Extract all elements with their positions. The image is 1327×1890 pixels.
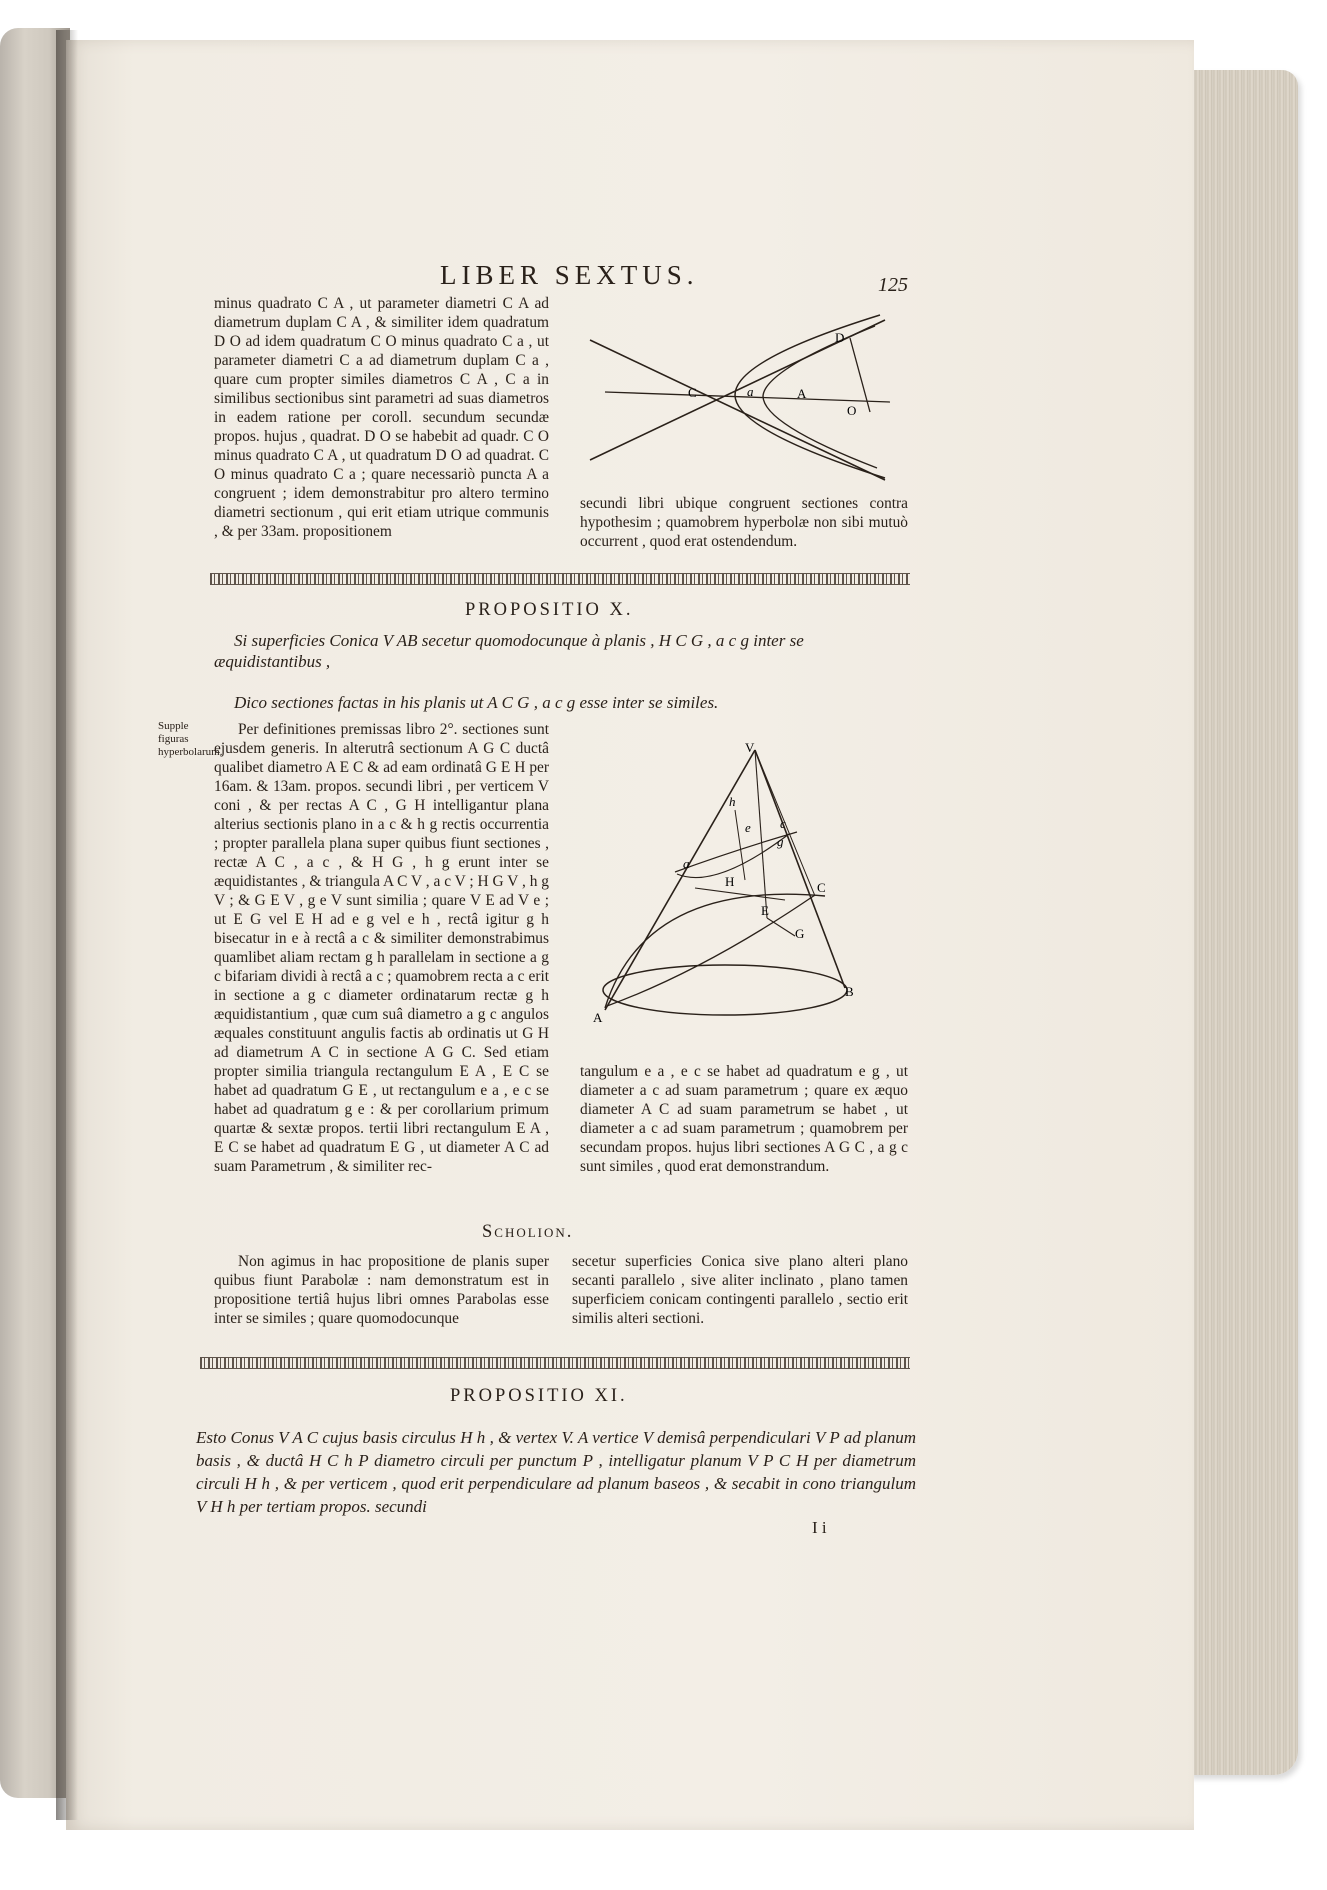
cone-label-V: V <box>745 740 755 755</box>
cone-figure <box>585 740 865 1025</box>
gutter-shadow <box>56 30 78 1820</box>
figure-label-A: A <box>797 386 807 401</box>
figure-label-D: D <box>835 330 845 345</box>
proposition-x-dico: Dico sectiones factas in his planis ut A C G , a c g esse inter se similes. <box>234 693 719 712</box>
proposition-x-left-paragraph: Per definitiones premissas libro 2°. sectiones sunt ejusdem generis. In alterutrâ sectionum A G C ductâ qualibet diametro A E C & ad eam ordinatâ G E H per 16am. & 13am. propos. secundi libri , per verticem V coni , & per rectas A C , G H intelligantur plana alterius sectionis plano in a c & h g rectis occurrentia ; propter parallela plana super quibus fiunt sectiones , rectæ A C , a c , & H G , h g erunt inter se æquidistantes , & triangula A C V , a c V ; H G V , h g V ; & G E V , g e V sunt similia ; quare V E ad V e ; ut E G vel E H ad e g vel e h , rectâ igitur g h bisecatur in e à rectâ a c & similiter demonstrabimus quamlibet aliam rectam g h parallelam in sectione a g c bifariam dividi à rectâ a c ; quamobrem recta a c erit in sectione a g c diameter ordinatarum rectæ g h æquidistantium , quæ cum suâ diametro a g c angulos æquales constituunt angulis factis ab ordinatis ut G H ad diametrum A C in sectione A G C. Sed etiam propter similia triangula rectangulum E A , E C se habet ad quadratum G E , ut rectangulum e a , e c se habet ad quadratum g e : & per corollarium primum quartæ & sextæ propos. tertii libri rectangulum E A , E C se habet ad quadratum E G , ut diameter A C ad suam Parametrum , & similiter rec- <box>214 721 549 1175</box>
proposition-x-right-paragraph: tangulum e a , e c se habet ad quadratum e g , ut diameter a c ad suam parametrum ; quare ex æquo diameter A C ad suam parametrum se habet , ut diameter a c ad suam parametrum ; quamobrem per secundam propos. hujus libri sectiones A G C , a g c sunt similes , quod erat demonstrandum. <box>580 1063 908 1175</box>
running-head: LIBER SEXTUS. <box>440 260 699 290</box>
hyperbola-figure <box>585 300 895 490</box>
proposition-x-statement: Si superficies Conica V AB secetur quomodocunque à planis , H C G , a c g inter se æquidistantibus , <box>214 631 804 671</box>
scholion-title: Scholion. <box>482 1222 574 1242</box>
cone-label-B: B <box>845 984 854 999</box>
cone-label-c: c <box>780 816 786 831</box>
cone-label-A: A <box>593 1010 603 1025</box>
cone-label-H: H <box>725 874 735 889</box>
cone-label-e: e <box>745 820 751 835</box>
top-left-paragraph: minus quadrato C A , ut parameter diametri C A ad diametrum duplam C A , & similiter idem quadratum D O ad idem quadratum C O minus quadrato C a , ut parameter diametri C a ad diametrum duplam C a , quare cum propter similes diametros C A , C a in similibus sectionibus sint parametri ad suas diametros in eadem ratione per coroll. secundum secundæ propos. hujus , quadrat. D O se habebit ad quadr. C O minus quadrato C A , ut quadratum D O ad quadrat. C O minus quadrato C a ; quare necessariò puncta A a congruent ; idem demonstrabitur pro altero termino diametri sectionum , qui erit etiam utrique communis , & per 33am. propositionem <box>214 295 549 540</box>
book-page-edges <box>1188 70 1298 1775</box>
cone-label-E: E <box>761 903 769 918</box>
proposition-x-title: PROPOSITIO X. <box>465 600 634 620</box>
proposition-xi-title: PROPOSITIO XI. <box>450 1386 628 1406</box>
ornament-divider-2 <box>200 1357 910 1369</box>
page-number: 125 <box>878 274 908 296</box>
ornament-divider-1 <box>210 573 910 585</box>
cone-label-C: C <box>817 880 826 895</box>
signature-mark: I i <box>812 1518 827 1537</box>
figure-label-a: a <box>747 384 754 399</box>
top-right-paragraph: secundi libri ubique congruent sectiones contra hypothesim ; quamobrem hyperbolæ non sibi mutuò occurrent , quod erat ostendendum. <box>580 495 908 550</box>
figure-label-C: C <box>688 385 697 400</box>
cone-label-g: g <box>777 834 784 849</box>
cone-label-h: h <box>729 794 736 809</box>
proposition-xi-paragraph: Esto Conus V A C cujus basis circulus H h , & vertex V. A vertice V demisâ perpendiculari V P ad planum basis , & ductâ H C h P diametro circuli per punctum P , intelligatur planum V P C H per diametrum circuli H h , & per verticem , quod erit perpendiculare ad planum baseos , & secabit in cono triangulum V H h per tertiam propos. secundi <box>196 1428 916 1516</box>
margin-note: Supple figuras hyperbolarum. <box>158 720 223 758</box>
scholion-right-paragraph: secetur superficies Conica sive plano alteri plano secanti parallelo , sive aliter inclinato , plano tamen superficiem conicam contingenti parallelo , sectio erit similis alteri sectioni. <box>572 1253 908 1327</box>
cone-label-a: a <box>683 856 690 871</box>
cone-label-G: G <box>795 926 805 941</box>
figure-label-O: O <box>847 403 857 418</box>
scholion-left-paragraph: Non agimus in hac propositione de planis super quibus fiunt Parabolæ : nam demonstratum est in propositione tertiâ hujus libri omnes Parabolas esse inter se similes ; quare quomodocunque <box>214 1253 549 1327</box>
